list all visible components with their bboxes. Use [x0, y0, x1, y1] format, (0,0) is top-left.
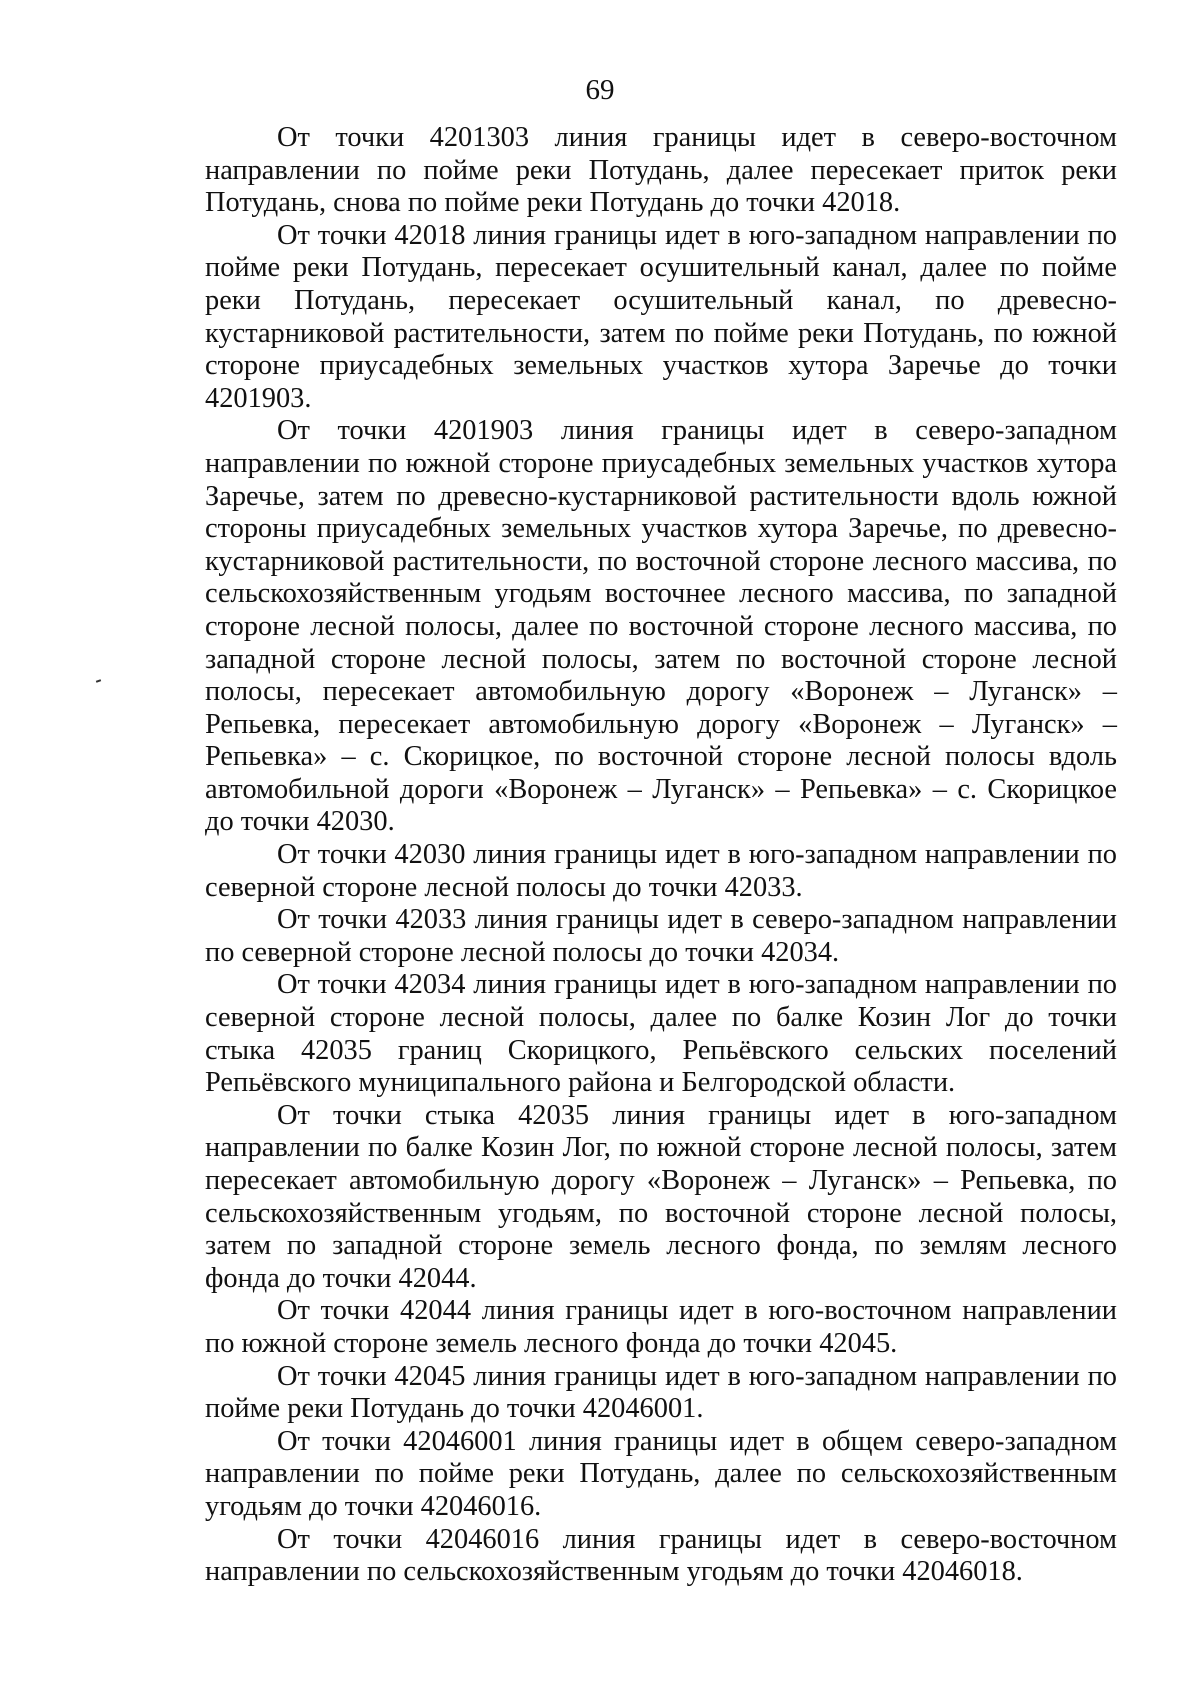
- paragraph: От точки 42033 линия границы идет в северо-западном направлении по северной стороне лесной полосы до точки 42034.: [205, 904, 1117, 968]
- paragraph: От точки 42046001 линия границы идет в общем северо-западном направлении по пойме реки Потудань, далее по сельскохозяйственным угодьям до точки 42046016.: [205, 1425, 1117, 1522]
- paragraph: От точки 42030 линия границы идет в юго-западном направлении по северной стороне лесной полосы до точки 42033.: [205, 839, 1117, 903]
- document-body: [205, 122, 1117, 1589]
- paragraph: От точки 42034 линия границы идет в юго-западном направлении по северной стороне лесной полосы, далее по балке Козин Лог до точки стыка 42035 границ Скорицкого, Репьёвского сельских поселений Репьёвского муниципального района и Белгородской области.: [205, 969, 1117, 1099]
- page-number: 69: [585, 74, 615, 106]
- paragraph: От точки 42018 линия границы идет в юго-западном направлении по пойме реки Потудань, пересекает осушительный канал, далее по пойме реки Потудань, пересекает осушительный канал, по древесно-кустарниковой растительности, затем по пойме реки Потудань, по южной стороне приусадебных земельных участков хутора Заречье до точки 4201903.: [205, 219, 1117, 414]
- paragraph: От точки 42044 линия границы идет в юго-восточном направлении по южной стороне земель лесного фонда до точки 42045.: [205, 1295, 1117, 1359]
- paragraph: От точки 4201303 линия границы идет в северо-восточном направлении по пойме реки Потудань, далее пересекает приток реки Потудань, снова по пойме реки Потудань до точки 42018.: [205, 122, 1117, 219]
- paragraph: От точки 42045 линия границы идет в юго-западном направлении по пойме реки Потудань до точки 42046001.: [205, 1360, 1117, 1425]
- scan-mark: [96, 679, 101, 683]
- paragraph: От точки 42046016 линия границы идет в северо-восточном направлении по сельскохозяйственным угодьям до точки 42046018.: [205, 1523, 1117, 1588]
- paragraph: От точки стыка 42035 линия границы идет в юго-западном направлении по балке Козин Лог, по южной стороне лесной полосы, затем пересекает автомобильную дорогу «Воронеж – Луганск» – Репьевка, по сельскохозяйственным угодьям, по восточной стороне лесной полосы, затем по западной стороне земель лесного фонда, по землям лесного фонда до точки 42044.: [205, 1099, 1117, 1294]
- paragraph: От точки 4201903 линия границы идет в северо-западном направлении по южной стороне приусадебных земельных участков хутора Заречье, затем по древесно-кустарниковой растительности вдоль южной стороны приусадебных земельных участков хутора Заречье, по древесно-кустарниковой растительности, по восточной стороне лесного массива, по сельскохозяйственным угодьям восточнее лесного массива, по западной стороне лесной полосы, далее по восточной стороне лесного массива, по западной стороне лесной полосы, затем по восточной стороне лесной полосы, пересекает автомобильную дорогу «Воронеж – Луганск» – Репьевка, пересекает автомобильную дорогу «Воронеж – Луганск» – Репьевка» – с. Скорицкое, по восточной стороне лесной полосы вдоль автомобильной дороги «Воронеж – Луганск» – Репьевка» – с. Скорицкое до точки 42030.: [205, 415, 1117, 838]
